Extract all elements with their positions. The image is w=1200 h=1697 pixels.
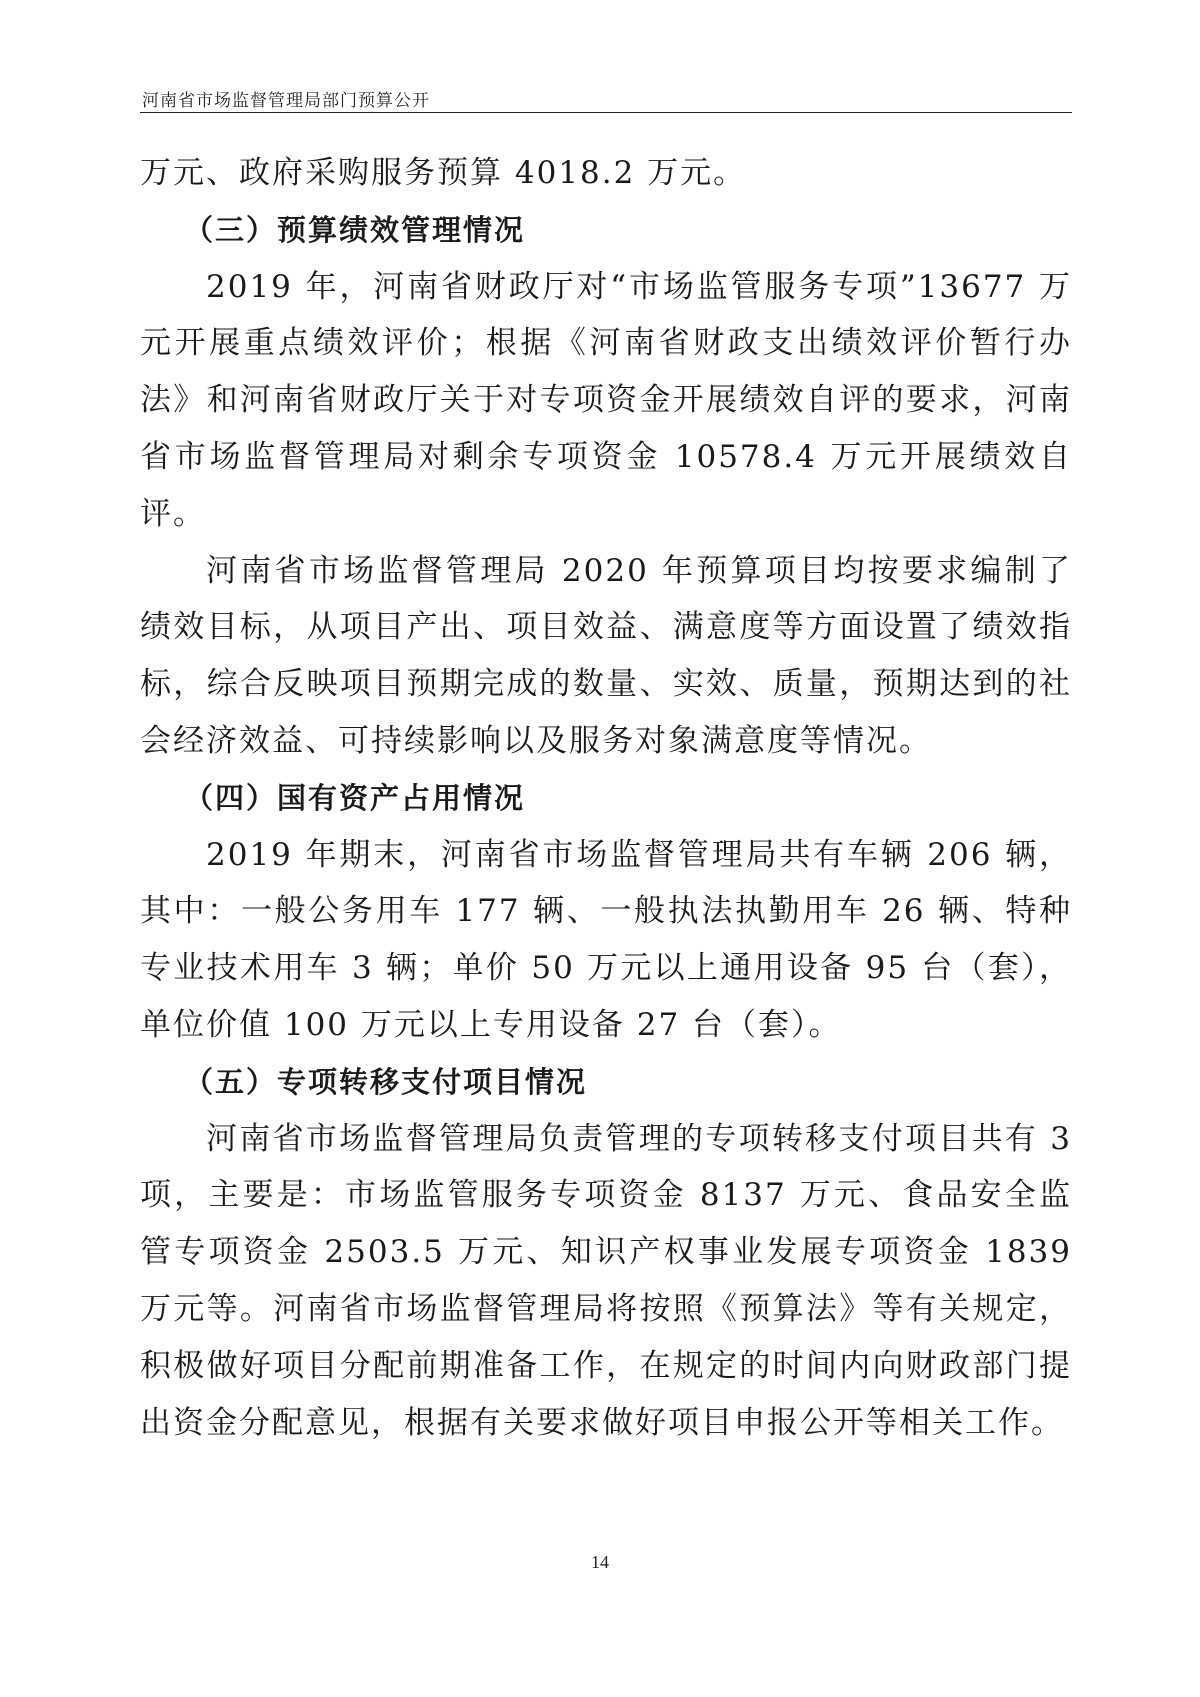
running-header: 河南省市场监督管理局部门预算公开 [142, 91, 430, 111]
section-heading-budget-performance: （三）预算绩效管理情况 [184, 212, 526, 247]
paragraph-continuation: 万元、政府采购服务预算 4018.2 万元。 [140, 155, 747, 191]
paragraph-performance-goals: 河南省市场监督管理局 2020 年预算项目均按要求编制了绩效目标，从项目产出、项目效益、满意度等方面设置了绩效指标，综合反映项目预期完成的数量、实效、质量，预期达到的社会经济效益、可持续影响以及服务对象满意度等情况。 [140, 552, 1072, 759]
paragraph-performance-evaluation: 2019 年，河南省财政厅对“市场监管服务专项”13677 万元开展重点绩效评价；根据《河南省财政支出绩效评价暂行办法》和河南省财政厅关于对专项资金开展绩效自评的要求，河南省市场监督管理局对剩余专项资金 10578.4 万元开展绩效自评。 [140, 268, 1072, 532]
page-number: 14 [591, 1552, 609, 1572]
document-body [140, 145, 1072, 1451]
paragraph-transfer-payments: 河南省市场监督管理局负责管理的专项转移支付项目共有 3 项，主要是：市场监管服务专项资金 8137 万元、食品安全监管专项资金 2503.5 万元、知识产权事业发展专项资金 1839 万元等。河南省市场监督管理局将按照《预算法》等有关规定，积极做好项目分配前期准备工作，在规定的时间内向财政部门提出资金分配意见，根据有关要求做好项目申报公开等相关工作。 [140, 1120, 1072, 1441]
header-divider [140, 112, 1072, 113]
paragraph-assets: 2019 年期末，河南省市场监督管理局共有车辆 206 辆，其中：一般公务用车 177 辆、一般执法执勤用车 26 辆、特种专业技术用车 3 辆；单价 50 万元以上通用设备 95 台（套），单位价值 100 万元以上专用设备 27 台（套）。 [140, 836, 1072, 1043]
section-heading-state-assets: （四）国有资产占用情况 [184, 780, 526, 815]
section-heading-transfer-payments: （五）专项转移支付项目情况 [184, 1064, 588, 1099]
